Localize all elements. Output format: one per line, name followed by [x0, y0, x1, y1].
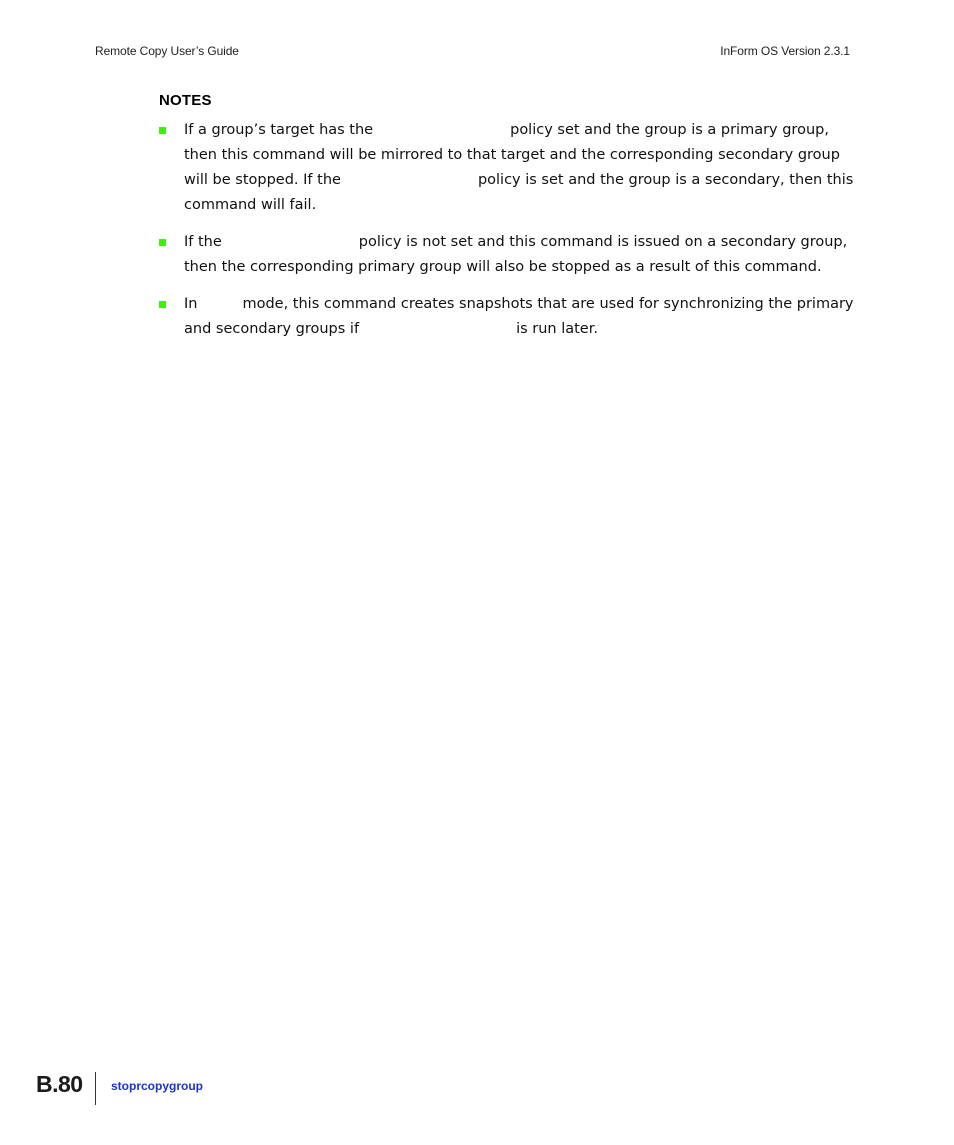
note-item [159, 292, 859, 342]
note-text: policy is not set and this command is issued on a secondary group, then the corresponding primary group will also be stopped as a result of this command. [184, 234, 848, 275]
note-item [159, 230, 859, 280]
notes-heading: NOTES [159, 92, 212, 109]
green-square-bullet-icon [159, 239, 166, 246]
green-square-bullet-icon [159, 127, 166, 134]
note-text: In [184, 296, 198, 312]
note-text: policy set and the group is a primary group, then this command will be mirrored to that target and the corresponding secondary group will be stopped. If the [184, 122, 840, 188]
green-square-bullet-icon [159, 301, 166, 308]
footer-divider [95, 1072, 96, 1105]
note-text: If a group’s target has the [184, 122, 374, 138]
note-item [159, 118, 859, 218]
page-number: B.80 [36, 1071, 83, 1097]
footer-section-link[interactable]: stoprcopygroup [111, 1079, 203, 1093]
notes-list [159, 118, 859, 354]
running-header-title: Remote Copy User’s Guide [95, 44, 239, 58]
note-text: If the [184, 234, 222, 250]
note-text: policy is set and the group is a secondary, then this command will fail. [184, 172, 854, 213]
note-text: is run later. [516, 321, 598, 337]
note-text: mode, this command creates snapshots that are used for synchronizing the primary and secondary groups if [184, 296, 854, 337]
running-header-version: InForm OS Version 2.3.1 [720, 44, 850, 58]
